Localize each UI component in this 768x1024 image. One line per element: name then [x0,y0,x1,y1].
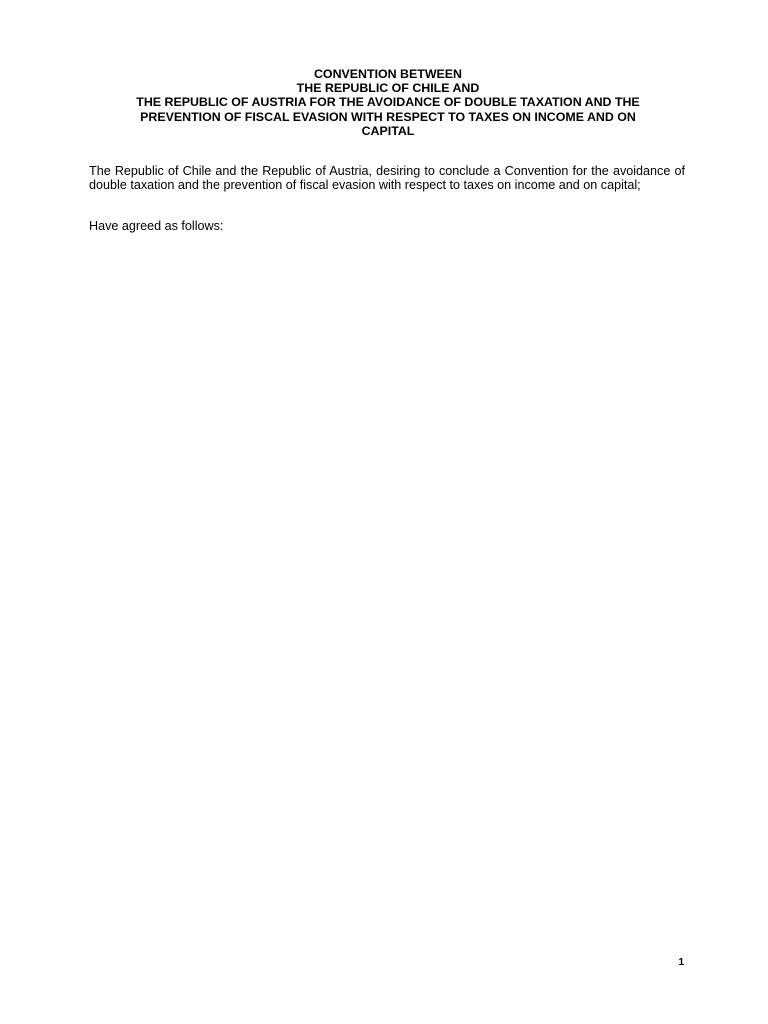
document-title [90,67,686,138]
title-line-1: CONVENTION BETWEEN [313,67,462,81]
page-number: 1 [678,957,684,968]
title-line-5: CAPITAL [361,123,415,138]
preamble-paragraph: The Republic of Chile and the Republic of Austria, desiring to conclude a Convention for the avoidance of double taxation and the prevention of fiscal evasion with respect to taxes on income and on capital; [89,164,685,193]
agreement-statement: Have agreed as follows: [89,219,224,233]
title-line-3: THE REPUBLIC OF AUSTRIA FOR THE AVOIDANCE OF DOUBLE TAXATION AND THE [136,95,640,110]
title-line-2: THE REPUBLIC OF CHILE AND [296,81,480,96]
title-line-4: PREVENTION OF FISCAL EVASION WITH RESPECT TO TAXES ON INCOME AND ON [140,109,636,124]
